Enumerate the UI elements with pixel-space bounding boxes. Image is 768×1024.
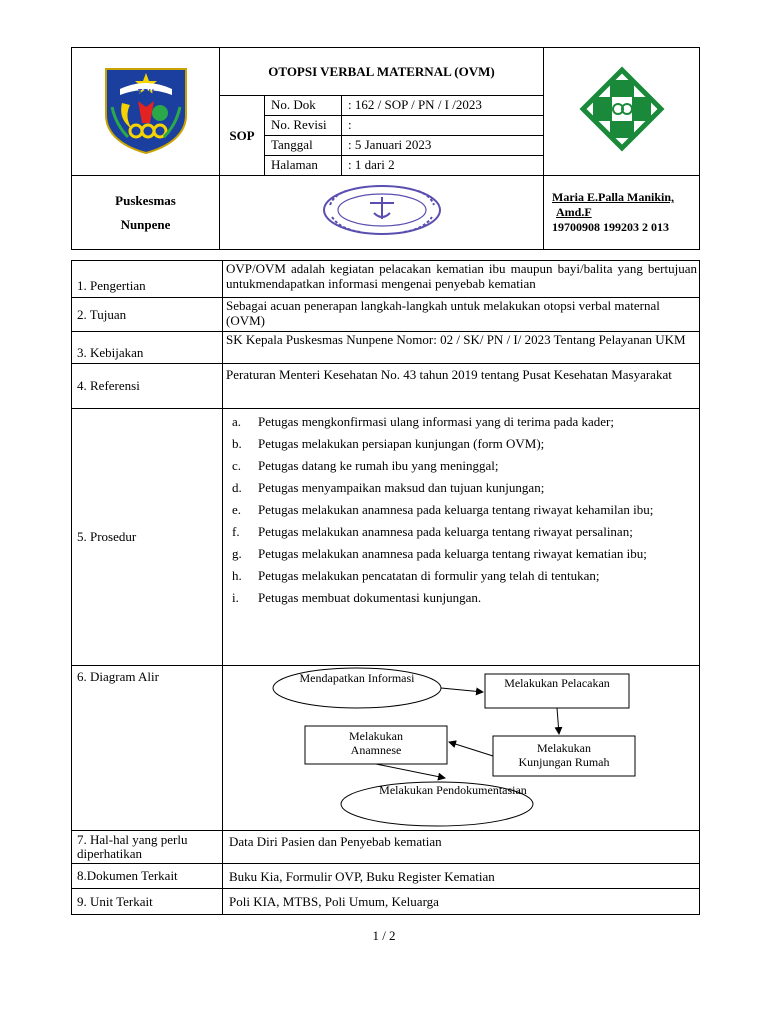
label-unit: 9. Unit Terkait bbox=[72, 889, 223, 915]
step-text: Petugas datang ke rumah ibu yang meninggal; bbox=[258, 458, 499, 473]
row-referensi bbox=[72, 364, 700, 409]
regency-emblem-icon bbox=[98, 63, 194, 155]
step-marker: i. bbox=[232, 590, 239, 605]
signer-nip: 19700908 199203 2 013 bbox=[552, 220, 669, 234]
diagram-cell bbox=[223, 666, 700, 831]
stamp-cell bbox=[220, 176, 544, 250]
flow-diagram-svg bbox=[223, 666, 705, 828]
flow-diagram bbox=[223, 666, 699, 826]
signer-title: Amd.F bbox=[556, 205, 592, 219]
doc-info-row bbox=[265, 116, 543, 136]
doc-info-label: Tanggal bbox=[265, 136, 342, 156]
doc-info-cell bbox=[265, 96, 544, 176]
prosedur-steps-cell bbox=[223, 409, 700, 666]
flow-node-kunjungan-label-1: Melakukan bbox=[537, 741, 591, 755]
step-marker: d. bbox=[232, 480, 242, 495]
document-title: OTOPSI VERBAL MATERNAL (OVM) bbox=[220, 48, 544, 96]
doc-info-label: No. Revisi bbox=[265, 116, 342, 136]
doc-info-value: : bbox=[342, 116, 544, 136]
text-pengertian: OVP/OVM adalah kegiatan pelacakan kematian ibu maupun bayi/balita yang bertujuan untukmendapatkan informasi mengenai penyebab kematian bbox=[223, 261, 700, 298]
sop-body-table bbox=[71, 260, 700, 915]
doc-info-table bbox=[265, 96, 543, 175]
flow-node-pelacakan-label: Melakukan Pelacakan bbox=[504, 676, 610, 690]
row-diagram bbox=[72, 666, 700, 831]
flow-node-informasi-label: Mendapatkan Informasi bbox=[299, 671, 415, 685]
flow-arrow-1 bbox=[441, 688, 483, 692]
signer-name: Maria E.Palla Manikin, bbox=[552, 190, 675, 204]
label-diagram: 6. Diagram Alir bbox=[72, 666, 223, 831]
emblem-text: T.T.U bbox=[137, 89, 154, 96]
doc-info-label: No. Dok bbox=[265, 96, 342, 116]
row-kebijakan bbox=[72, 332, 700, 364]
doc-info-row bbox=[265, 156, 543, 176]
step-text: Petugas menyampaikan maksud dan tujuan kunjungan; bbox=[258, 480, 545, 495]
prosedur-step bbox=[226, 565, 695, 587]
label-referensi: 4. Referensi bbox=[72, 364, 223, 409]
flow-node-dokumentasi-label: Melakukan Pendokumentasian bbox=[379, 783, 527, 797]
label-hal-2: diperhatikan bbox=[77, 846, 142, 861]
prosedur-step bbox=[226, 521, 695, 543]
flow-node-kunjungan-label-2: Kunjungan Rumah bbox=[518, 755, 610, 769]
doc-info-row bbox=[265, 96, 543, 116]
step-marker: e. bbox=[232, 502, 242, 517]
text-dokumen: Buku Kia, Formulir OVP, Buku Register Kematian bbox=[223, 864, 700, 889]
step-marker: a. bbox=[232, 414, 242, 429]
label-hal bbox=[72, 831, 223, 864]
flow-arrow-4 bbox=[376, 764, 445, 778]
row-hal bbox=[72, 831, 700, 864]
doc-info-row bbox=[265, 136, 543, 156]
step-text: Petugas melakukan pencatatan di formulir yang telah di tentukan; bbox=[258, 568, 600, 583]
row-prosedur bbox=[72, 409, 700, 666]
step-text: Petugas melakukan anamnesa pada keluarga tentang riwayat kehamilan ibu; bbox=[258, 502, 654, 517]
flow-node-anamnese-label-1: Melakukan bbox=[349, 729, 403, 743]
step-marker: c. bbox=[232, 458, 242, 473]
doc-info-label: Halaman bbox=[265, 156, 342, 176]
step-text: Petugas melakukan persiapan kunjungan (form OVM); bbox=[258, 436, 545, 451]
row-dokumen bbox=[72, 864, 700, 889]
flow-arrow-3 bbox=[449, 742, 493, 756]
signature-cell bbox=[544, 176, 700, 250]
doc-info-value: : 5 Januari 2023 bbox=[342, 136, 544, 156]
doc-info-value: : 162 / SOP / PN / I /2023 bbox=[342, 96, 544, 116]
step-marker: g. bbox=[232, 546, 242, 561]
row-tujuan bbox=[72, 298, 700, 332]
text-referensi: Peraturan Menteri Kesehatan No. 43 tahun 2019 tentang Pusat Kesehatan Masyarakat bbox=[223, 364, 700, 409]
text-tujuan: Sebagai acuan penerapan langkah-langkah untuk melakukan otopsi verbal maternal (OVM) bbox=[223, 298, 700, 332]
official-stamp-icon bbox=[320, 183, 444, 237]
step-text: Petugas membuat dokumentasi kunjungan. bbox=[258, 590, 482, 605]
puskesmas-logo-icon bbox=[577, 66, 667, 152]
label-kebijakan: 3. Kebijakan bbox=[72, 332, 223, 364]
row-pengertian bbox=[72, 261, 700, 298]
left-logo-cell bbox=[72, 48, 220, 176]
text-kebijakan: SK Kepala Puskesmas Nunpene Nomor: 02 / SK/ PN / I/ 2023 Tentang Pelayanan UKM bbox=[223, 332, 700, 364]
prosedur-step bbox=[226, 477, 695, 499]
row-unit bbox=[72, 889, 700, 915]
prosedur-step bbox=[226, 455, 695, 477]
step-text: Petugas mengkonfirmasi ulang informasi yang di terima pada kader; bbox=[258, 414, 614, 429]
text-hal: Data Diri Pasien dan Penyebab kematian bbox=[223, 831, 700, 864]
flow-arrow-2 bbox=[557, 708, 559, 734]
puskesmas-line-2: Nunpene bbox=[120, 216, 171, 232]
step-marker: f. bbox=[232, 524, 240, 539]
doc-info-value: : 1 dari 2 bbox=[342, 156, 544, 176]
label-dokumen: 8.Dokumen Terkait bbox=[72, 864, 223, 889]
prosedur-step bbox=[226, 587, 695, 609]
prosedur-list bbox=[226, 411, 695, 609]
prosedur-step bbox=[226, 433, 695, 455]
prosedur-step bbox=[226, 411, 695, 433]
flow-node-anamnese-label-2: Anamnese bbox=[350, 743, 402, 757]
step-text: Petugas melakukan anamnesa pada keluarga tentang riwayat persalinan; bbox=[258, 524, 633, 539]
step-text: Petugas melakukan anamnesa pada keluarga tentang riwayat kematian ibu; bbox=[258, 546, 647, 561]
puskesmas-line-1: Puskesmas bbox=[115, 192, 176, 208]
label-prosedur: 5. Prosedur bbox=[72, 409, 223, 666]
sop-label: SOP bbox=[220, 96, 265, 176]
right-logo-cell bbox=[544, 48, 700, 176]
text-unit: Poli KIA, MTBS, Poli Umum, Keluarga bbox=[223, 889, 700, 915]
label-tujuan: 2. Tujuan bbox=[72, 298, 223, 332]
header-table bbox=[71, 47, 700, 250]
label-hal-1: 7. Hal-hal yang perlu bbox=[77, 832, 188, 847]
prosedur-step bbox=[226, 543, 695, 565]
page-number: 1 / 2 bbox=[372, 928, 396, 943]
label-pengertian: 1. Pengertian bbox=[72, 261, 223, 298]
prosedur-step bbox=[226, 499, 695, 521]
step-marker: h. bbox=[232, 568, 242, 583]
puskesmas-name-cell bbox=[72, 176, 220, 250]
step-marker: b. bbox=[232, 436, 242, 451]
